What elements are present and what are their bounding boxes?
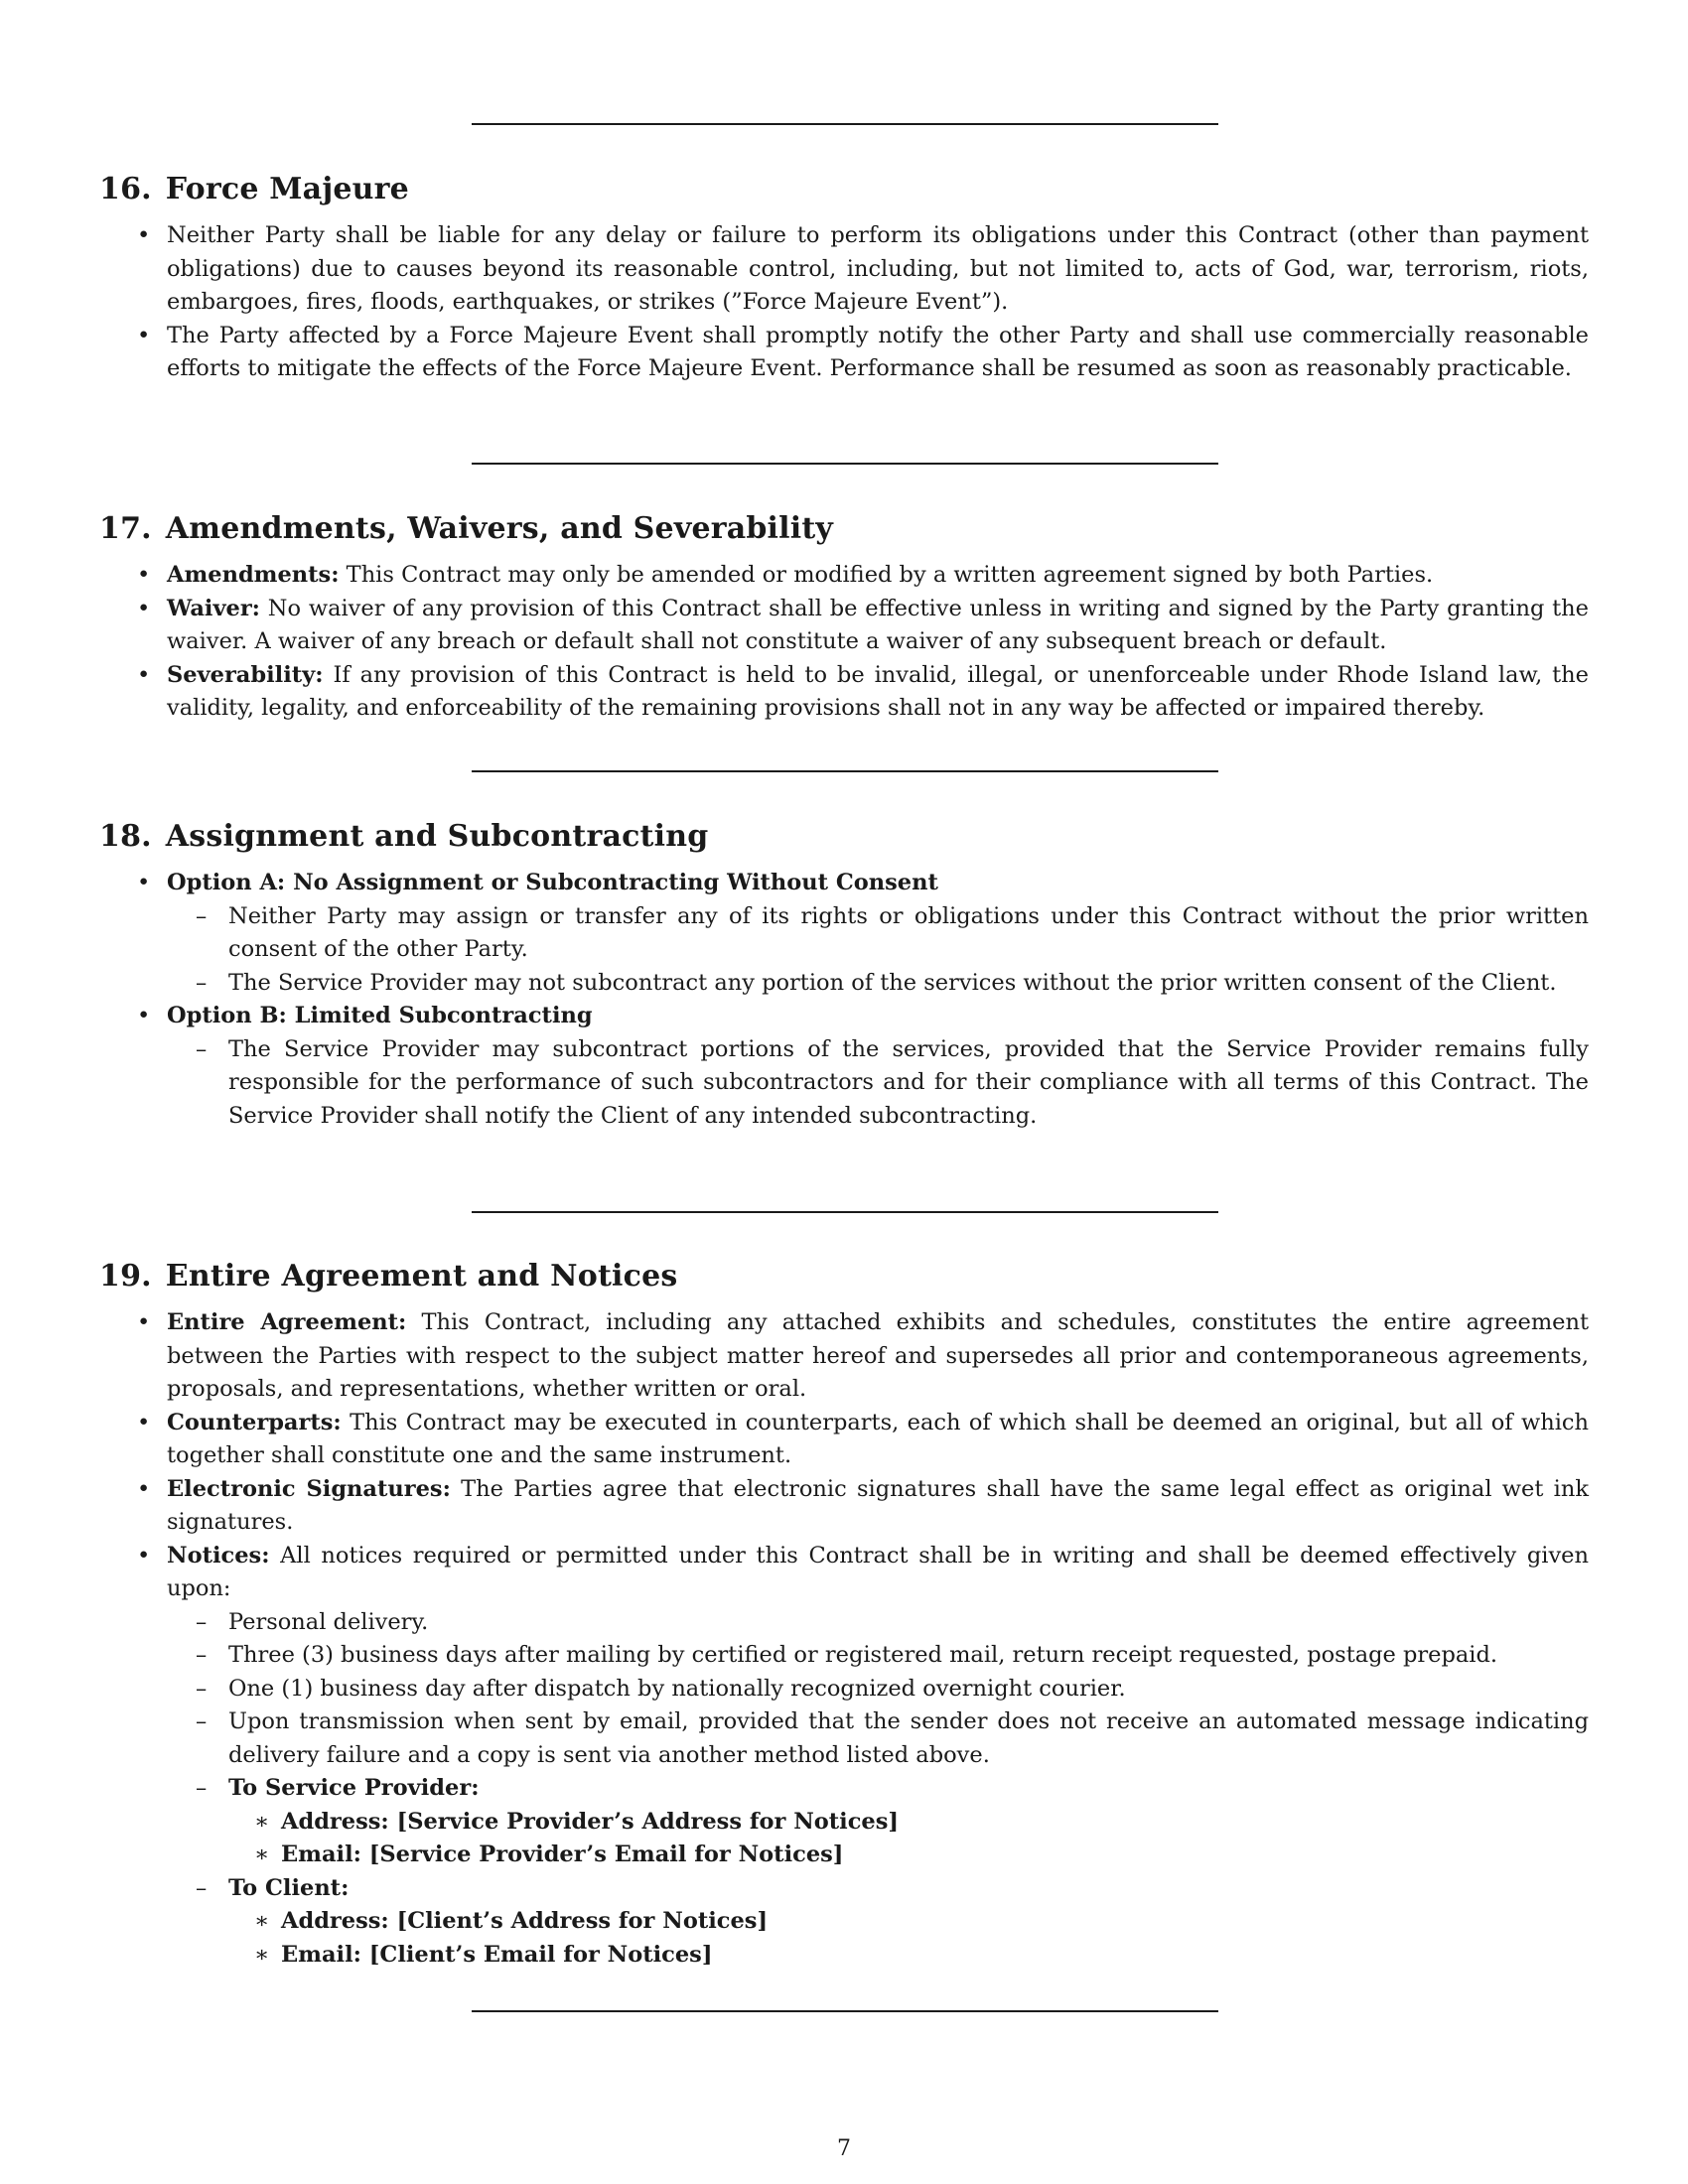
section-divider (472, 463, 1218, 465)
list-item: • The Party affected by a Force Majeure Event shall promptly notify the other Party and shall use commercially reasonable efforts to mitigate the effects of the Force Majeure Event. Performance shall be resumed as soon as reasonably practicable. (137, 322, 1589, 381)
sub-list-item: – To Client: ∗ Address: [Client’s Address for Notices] ∗ Email: [Client’s Email for Notices] (167, 1872, 1589, 1973)
section-heading: 16. Force Majeure (99, 172, 409, 206)
list-item: • Option A: No Assignment or Subcontracting Without Consent – Neither Party may assign or transfer any of its rights or obligations under this Contract without the prior written consent of the other Party. – The Service Provider may not subcontract any portion of the services without the prior written consent of the Client. (99, 867, 1589, 1000)
sub-list-item: – The Service Provider may not subcontract any portion of the services without the prior written consent of the Client. (196, 969, 1557, 996)
sub-list (167, 900, 1589, 1001)
section-heading: 17. Amendments, Waivers, and Severability (99, 511, 834, 546)
sub-list (167, 1606, 1589, 1973)
sub-list (167, 1033, 1589, 1134)
sub-list-item: – To Service Provider: ∗ Address: [Service Provider’s Address for Notices] ∗ Email: [Service Provider’s Email for Notices] (167, 1772, 1589, 1872)
section-divider (472, 2010, 1218, 2012)
sub-sub-list (228, 1905, 1589, 1972)
sub-sub-list-item: ∗ Email: [Client’s Email for Notices] (254, 1941, 713, 1968)
sub-sub-list-item: ∗ Address: [Client’s Address for Notices] (254, 1908, 769, 1934)
sub-sub-list (228, 1806, 1589, 1872)
list-item: • Waiver: No waiver of any provision of this Contract shall be effective unless in writing and signed by the Party granting the waiver. A waiver of any breach or default shall not constitute a waiver of any subsequent breach or default. (137, 595, 1589, 654)
section-17 (99, 509, 1589, 726)
section-heading: 19. Entire Agreement and Notices (99, 1259, 678, 1294)
list-item: • Severability: If any provision of this Contract is held to be invalid, illegal, or unenforceable under Rhode Island law, the validity, legality, and enforceability of the remaining provisions shall not in any way be affected or impaired thereby. (137, 661, 1589, 721)
section-heading: 18. Assignment and Subcontracting (99, 819, 709, 854)
list-item: • Electronic Signatures: The Parties agree that electronic signatures shall have the same legal effect as original wet ink signatures. (137, 1475, 1589, 1535)
list-item: • Neither Party shall be liable for any delay or failure to perform its obligations under this Contract (other than payment obligations) due to causes beyond its reasonable control, including, but not limited to, acts of God, war, terrorism, riots, embargoes, fires, floods, earthquakes, or strikes (”Force Majeure Event”). (137, 222, 1589, 315)
sub-sub-list-item: ∗ Email: [Service Provider’s Email for Notices] (254, 1842, 844, 1867)
list-item: • Notices: All notices required or permitted under this Contract shall be in writing and shall be deemed effectively given upon: – Personal delivery. – Three (3) business days after mailing by certified or registered mail, return receipt requested, postage prepaid. – One (1) business day after dispatch by nationally recognized overnight courier. – Upon transmission when sent by email, provided that the sender does not receive an automated message indicating delivery failure and a copy is sent via another method listed above. – To Service Provider: ∗ Address: [Service Provider’s Address for Notices] ∗ Email: [Service Provider’s Email for Notices] – To Client: ∗ Address: [Client’s Address for Notices] ∗ Email: [Client’s Email for Notices] (99, 1540, 1589, 1973)
bullet-list (99, 219, 1589, 386)
bullet-list (99, 1306, 1589, 1972)
bullet-list (99, 867, 1589, 1133)
section-18 (99, 817, 1589, 1133)
section-divider (472, 123, 1218, 125)
sub-list-item: – One (1) business day after dispatch by nationally recognized overnight courier. (196, 1675, 1126, 1702)
section-19 (99, 1257, 1589, 1972)
sub-list-item: – The Service Provider may subcontract portions of the services, provided that the Service Provider remains fully responsible for the performance of such subcontractors and for their compliance with all terms of this Contract. The Service Provider shall notify the Client of any intended subcontracting. (196, 1035, 1589, 1129)
sub-list-item: – Upon transmission when sent by email, provided that the sender does not receive an automated message indicating delivery failure and a copy is sent via another method listed above. (196, 1708, 1589, 1768)
sub-list-item: – Personal delivery. (196, 1608, 429, 1635)
bullet-list (99, 559, 1589, 726)
list-item: • Counterparts: This Contract may be executed in counterparts, each of which shall be deemed an original, but all of which together shall constitute one and the same instrument. (137, 1409, 1589, 1468)
list-item: • Amendments: This Contract may only be amended or modified by a written agreement signed by both Parties. (137, 562, 1434, 588)
sub-list-item: – Three (3) business days after mailing by certified or registered mail, return receipt requested, postage prepaid. (196, 1642, 1498, 1668)
document-page (99, 0, 1589, 2184)
sub-list-item: – Neither Party may assign or transfer any of its rights or obligations under this Contract without the prior written consent of the other Party. (196, 902, 1589, 962)
list-item: • Option B: Limited Subcontracting – The Service Provider may subcontract portions of the services, provided that the Service Provider remains fully responsible for the performance of such subcontractors and for their compliance with all terms of this Contract. The Service Provider shall notify the Client of any intended subcontracting. (99, 1000, 1589, 1133)
section-divider (472, 1211, 1218, 1213)
sub-sub-list-item: ∗ Address: [Service Provider’s Address for Notices] (254, 1808, 900, 1835)
section-divider (472, 770, 1218, 772)
section-16 (99, 170, 1589, 386)
page-number: 7 (837, 2136, 851, 2161)
list-item: • Entire Agreement: This Contract, including any attached exhibits and schedules, constitutes the entire agreement between the Parties with respect to the subject matter hereof and supersedes all prior and contemporaneous agreements, proposals, and representations, whether written or oral. (137, 1309, 1590, 1402)
